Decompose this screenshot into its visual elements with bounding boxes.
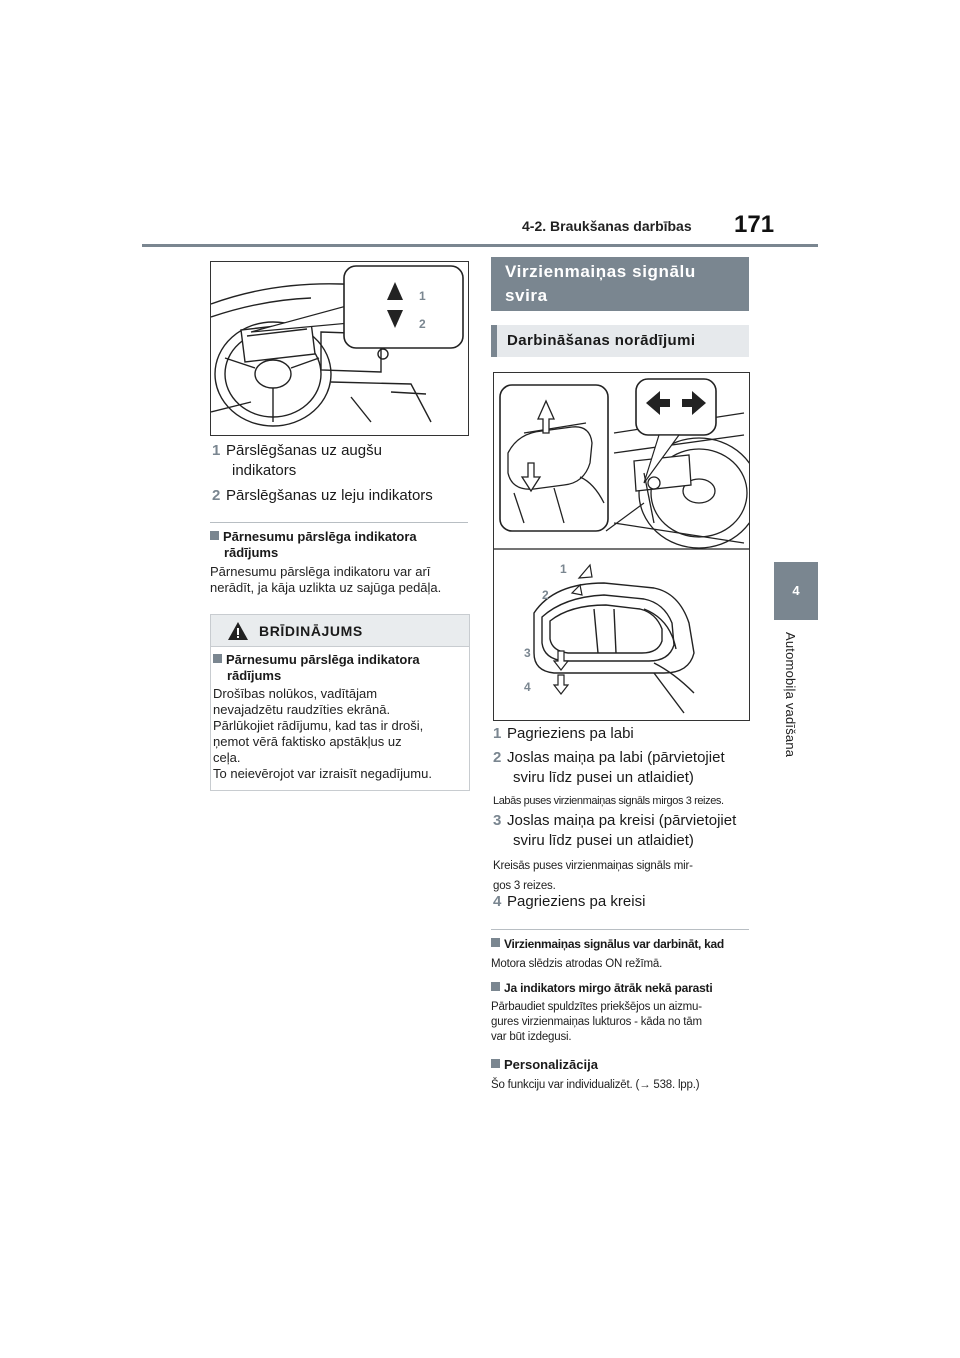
warning-heading-text: Pārnesumu pārslēga indikatora	[226, 652, 420, 667]
note-heading	[210, 529, 470, 561]
item-number: 4	[493, 893, 502, 910]
item-text: Pagrieziens pa labi	[507, 725, 634, 742]
figure-label-1: 1	[560, 562, 567, 576]
bullet-square-icon	[491, 982, 500, 991]
item-number: 2	[212, 487, 221, 504]
bullet-square-icon	[213, 654, 222, 663]
section-header: 4-2. Braukšanas darbības	[522, 218, 692, 234]
section-title-band	[491, 257, 749, 311]
note-heading-text: Pārnesumu pārslēga indikatora	[223, 529, 417, 544]
turn-signal-lever-illustration	[494, 373, 749, 720]
section-title-line: svira	[505, 286, 548, 305]
shift-indicator-figure	[210, 261, 469, 436]
note-heading	[491, 980, 753, 996]
note-body-line: var būt izdegusi.	[491, 1031, 572, 1043]
note-heading-text-cont: rādījums	[224, 545, 279, 560]
item-number: 1	[493, 725, 502, 742]
warning-line: nevajadzētu raudzīties ekrānā.	[213, 702, 391, 717]
warning-triangle-icon	[227, 621, 249, 641]
figure-label-1: 1	[419, 289, 426, 303]
figure-label-4: 4	[524, 680, 531, 694]
warning-box	[210, 614, 470, 791]
item-note-line: Kreisās puses virzienmaiņas signāls mir-	[493, 860, 693, 872]
list-item	[212, 441, 468, 481]
figure-label-3: 3	[524, 646, 531, 660]
item-text-cont: sviru līdz pusei un atlaidiet)	[513, 769, 694, 786]
note-heading-text: Personalizācija	[504, 1057, 598, 1072]
bullet-square-icon	[210, 531, 219, 540]
warning-line: To neievērojot var izraisīt negadījumu.	[213, 766, 432, 781]
warning-header	[211, 615, 469, 647]
turn-signal-figure	[493, 372, 750, 721]
chapter-label-text: Automobiļa vadīšana	[783, 632, 798, 758]
divider	[210, 522, 468, 523]
chapter-label	[783, 632, 809, 802]
item-text-cont: sviru līdz pusei un atlaidiet)	[513, 832, 694, 849]
divider	[491, 929, 749, 930]
list-item	[493, 892, 753, 912]
warning-body	[213, 686, 467, 782]
note-body: Šo funkciju var individualizēt. (→ 538. lpp.)	[491, 1079, 700, 1091]
warning-line: ceļa.	[213, 750, 241, 765]
note-heading-text: Virzienmaiņas signālus var darbināt, kad	[504, 937, 724, 951]
dashboard-illustration	[211, 262, 468, 435]
item-text: Joslas maiņa pa labi (pārvietojiet	[507, 749, 725, 766]
note-body-line: nerādīt, ja kāja uzlikta uz sajūga pedāļa.	[210, 580, 442, 595]
item-text: Joslas maiņa pa kreisi (pārvietojiet	[507, 812, 737, 829]
item-text: Pārslēgšanas uz augšu	[226, 442, 382, 459]
warning-line: Drošības nolūkos, vadītājam	[213, 686, 378, 701]
note-heading	[491, 1057, 753, 1073]
item-note-line: gos 3 reizes.	[493, 880, 556, 892]
warning-heading	[213, 652, 467, 684]
item-note	[493, 856, 755, 896]
figure-label-2: 2	[542, 588, 549, 602]
item-number: 3	[493, 812, 502, 829]
note-body-line: gures virzienmaiņas lukturos - kāda no tām	[491, 1016, 702, 1028]
page-number: 171	[734, 211, 775, 238]
warning-heading-text-cont: rādījums	[227, 668, 282, 683]
warning-line: ņemot vērā faktisko apstākļus uz	[213, 734, 402, 749]
note-body-line: Pārbaudiet spuldzītes priekšējos un aizmu-	[491, 1001, 702, 1013]
figure-label-2: 2	[419, 317, 426, 331]
note-body	[210, 564, 474, 596]
chapter-tab: 4	[774, 562, 818, 620]
list-item	[493, 748, 753, 788]
warning-title: BRĪDINĀJUMS	[259, 623, 363, 639]
note-heading	[491, 936, 753, 952]
item-text-cont: indikators	[232, 462, 297, 479]
item-note: Labās puses virzienmaiņas signāls mirgos 3 reizes.	[493, 795, 724, 807]
note-body: Motora slēdzis atrodas ON režīmā.	[491, 958, 663, 970]
list-item	[212, 486, 478, 506]
bullet-square-icon	[491, 1059, 500, 1068]
item-number: 2	[493, 749, 502, 766]
header-rule	[142, 244, 818, 247]
list-item	[493, 724, 753, 744]
item-number: 1	[212, 442, 221, 459]
subsection-title-band	[491, 325, 749, 357]
subsection-title: Darbināšanas norādījumi	[507, 332, 696, 349]
item-text: Pārslēgšanas uz leju indikators	[226, 487, 433, 504]
note-body	[491, 1000, 753, 1045]
bullet-square-icon	[491, 938, 500, 947]
item-text: Pagrieziens pa kreisi	[507, 893, 646, 910]
note-heading-text: Ja indikators mirgo ātrāk nekā parasti	[504, 981, 713, 995]
note-body-line: Pārnesumu pārslēga indikatoru var arī	[210, 564, 431, 579]
section-title-line: Virzienmaiņas signālu	[505, 262, 696, 281]
warning-line: Pārlūkojiet rādījumu, kad tas ir droši,	[213, 718, 424, 733]
subsection-bar	[491, 325, 497, 357]
list-item	[493, 811, 753, 851]
